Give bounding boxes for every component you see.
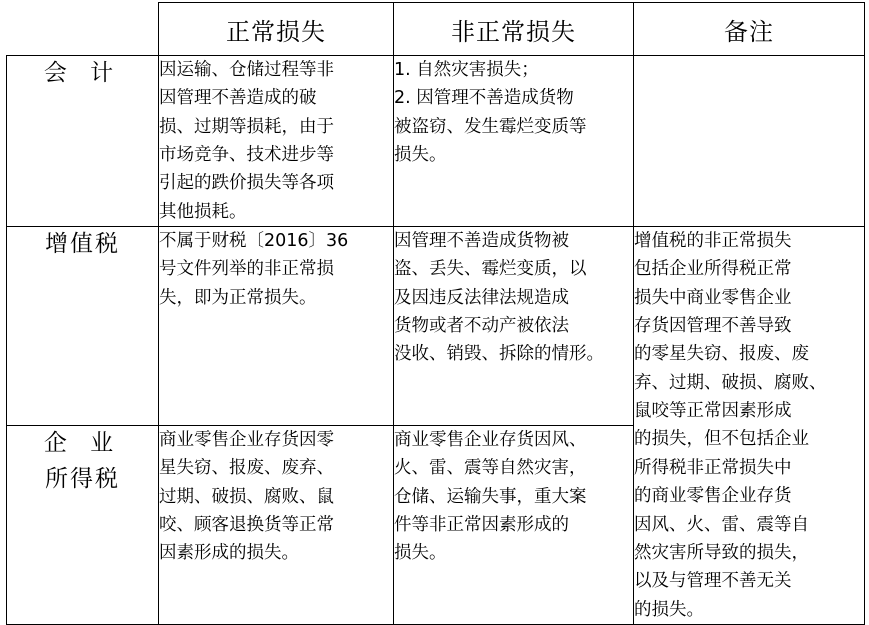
text-line: 商业零售企业存货因风、 (394, 429, 587, 450)
text-line: 因管理不善造成货物被 (394, 231, 569, 252)
text-line: 弃、过期、破损、腐败、 (634, 372, 827, 393)
text-line: 包括企业所得税正常 (634, 259, 792, 280)
row-header-cit-line-1: 企 业 (43, 429, 122, 456)
text-line: 仓储、运输失事，重大案 (394, 486, 587, 507)
cell-note-blank (634, 56, 865, 227)
cell-accounting-normal-loss (159, 56, 394, 227)
text-line: 损失。 (394, 145, 447, 166)
text-line: 以及与管理不善无关 (634, 571, 792, 592)
table-row (7, 227, 865, 426)
text-line: 所得税非正常损失中 (634, 457, 792, 478)
cell-cit-abnormal-loss (394, 425, 634, 624)
document-page (0, 2, 869, 619)
row-header-vat (7, 227, 159, 426)
loss-comparison-table (6, 2, 865, 625)
text-line: 星失窃、报废、废弃、 (159, 458, 334, 479)
text-line: 咬、顾客退换货等正常 (159, 515, 334, 535)
text-line: 的损失，但不包括企业 (634, 429, 809, 450)
text-line: 过期、破损、腐败、鼠 (159, 486, 334, 507)
text-line: 商业零售企业存货因零 (159, 429, 334, 450)
text-line: 因素形成的损失。 (159, 543, 299, 564)
text-line: 然灾害所导致的损失， (634, 542, 809, 563)
row-header-accounting (7, 56, 159, 227)
text-line: 没收、销毁、拆除的情形。 (394, 344, 604, 365)
text-line: 2. 因管理不善造成货物 (394, 88, 574, 109)
column-header-corner (7, 3, 159, 56)
row-header-accounting-line-1: 会 计 (43, 60, 122, 86)
text-line: 件等非正常因素形成的 (394, 515, 569, 535)
text-line: 的零星失窃、报废、废 (634, 344, 809, 365)
text-line: 因运输、仓储过程等非 (159, 60, 334, 80)
text-line: 火、雷、震等自然灾害， (394, 458, 587, 479)
text-line: 失，即为正常损失。 (159, 287, 317, 308)
text-line: 不属于财税〔2016〕36 (159, 231, 349, 252)
cell-vat-normal-loss (159, 227, 394, 426)
text-line: 损失。 (394, 543, 447, 564)
table-row (7, 56, 865, 227)
cell-accounting-abnormal-loss (394, 56, 634, 227)
text-line: 的损失。 (634, 599, 704, 620)
text-line: 被盗窃、发生霉烂变质等 (394, 116, 587, 137)
text-line: 损失中商业零售企业 (634, 287, 792, 308)
text-line: 号文件列举的非正常损 (159, 259, 334, 280)
text-line: 盗、丢失、霉烂变质，以 (394, 259, 587, 280)
text-line: 引起的跌价损失等各项 (159, 173, 334, 194)
column-header-note: 备注 (634, 3, 865, 56)
text-line: 存货因管理不善导致 (634, 316, 792, 337)
text-line: 货物或者不动产被依法 (394, 316, 569, 337)
row-header-vat-line-1: 增值税 (45, 231, 120, 258)
text-line: 因风、火、雷、震等自 (634, 514, 809, 535)
text-line: 市场竞争、技术进步等 (159, 145, 334, 166)
text-line: 的商业零售企业存货 (634, 486, 792, 507)
text-line: 增值税的非正常损失 (634, 231, 792, 252)
text-line: 损、过期等损耗，由于 (159, 116, 334, 137)
cell-cit-normal-loss (159, 425, 394, 624)
cell-vat-abnormal-loss (394, 227, 634, 426)
text-line: 及因违反法律法规造成 (394, 287, 569, 308)
cell-note-content (634, 227, 865, 625)
column-header-normal-loss: 正常损失 (159, 3, 394, 56)
text-line: 因管理不善造成的破 (159, 88, 317, 109)
column-header-abnormal-loss: 非正常损失 (394, 3, 634, 56)
text-line: 鼠咬等正常因素形成 (634, 401, 792, 422)
row-header-corporate-income-tax (7, 425, 159, 624)
text-line: 1. 自然灾害损失； (394, 60, 539, 80)
table-header-row (7, 3, 865, 56)
text-line: 其他损耗。 (159, 201, 247, 222)
row-header-cit-line-2: 所得税 (45, 465, 120, 492)
